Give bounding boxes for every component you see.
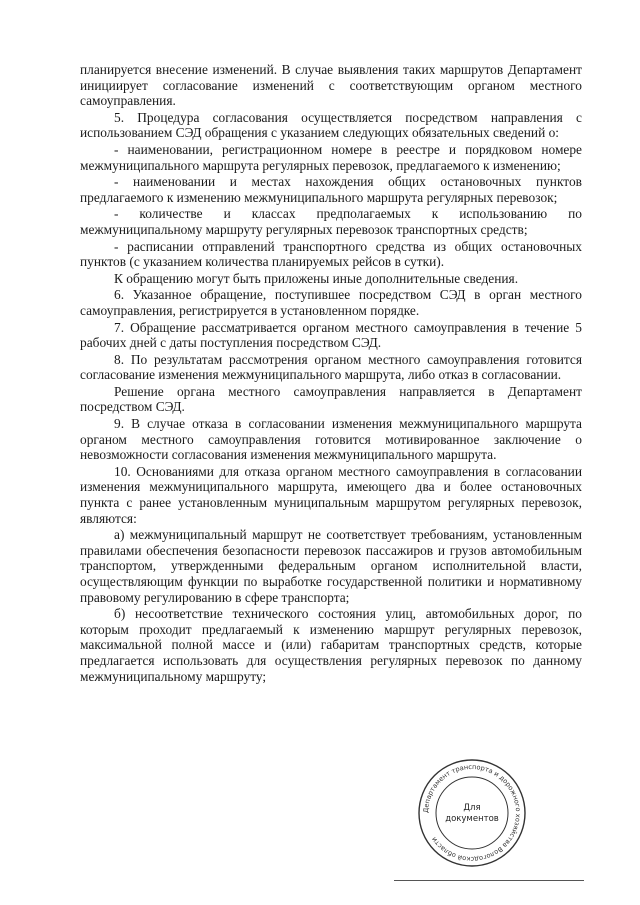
paragraph-decision: Решение органа местного самоуправления направляется в Департамент посредством СЭД.: [80, 383, 582, 415]
paragraph-10: 10. Основаниями для отказа органом местного самоуправления в согласовании изменения межмуниципального маршрута, имеющего два и более остановочных пункта с ранее установленным муниципальным маршрутом регулярных перевозок, являются:: [80, 463, 582, 526]
stamp-ring-text: Департамент транспорта и дорожного хозяйства Вологодской области: [421, 762, 523, 864]
list-item-b: б) несоответствие технического состояния улиц, автомобильных дорог, по которым проходит предлагаемый к изменению маршрут регулярных перевозок, максимальной полной массе и (или) габаритам транспортных средств, которые предлагается использовать для осуществления регулярных перевозок по данному межмуниципальному маршруту;: [80, 606, 582, 684]
paragraph-8: 8. По результатам рассмотрения органом местного самоуправления готовится согласование изменения межмуниципального маршрута, либо отказ в согласовании.: [80, 351, 582, 383]
paragraph-7: 7. Обращение рассматривается органом местного самоуправления в течение 5 рабочих дней с даты поступления посредством СЭД.: [80, 319, 582, 351]
page-bottom-rule: [394, 880, 584, 881]
stamp-center-line-2: документов: [445, 814, 499, 824]
paragraph-9: 9. В случае отказа в согласовании изменения межмуниципального маршрута органом местного самоуправления готовится мотивированное заключение о невозможности согласования изменения межмуниципального маршрута.: [80, 416, 582, 463]
list-item-a: а) межмуниципальный маршрут не соответствует требованиям, установленным правилами обеспечения безопасности перевозок пассажиров и грузов автомобильным транспортом, утвержденными федеральным органом исполнительной власти, осуществляющим функции по выработке государственной политики и нормативному правовому регулированию в сфере транспорта;: [80, 527, 582, 605]
stamp-center-line-1: Для: [463, 803, 481, 813]
list-item-name: - наименовании, регистрационном номере в реестре и порядковом номере межмуниципального маршрута регулярных перевозок, предлагаемого к изменению;: [80, 141, 582, 173]
document-body: [80, 62, 582, 685]
list-item-vehicles: - количестве и классах предполагаемых к использованию по межмуниципальному маршруту регулярных перевозок транспортных средств;: [80, 206, 582, 237]
list-item-schedule: - расписании отправлений транспортного средства из общих остановочных пунктов (с указанием количества планируемых рейсов в сутки).: [80, 238, 582, 270]
official-stamp: [416, 757, 528, 869]
stamp-seal-icon: [416, 757, 528, 869]
paragraph-6: 6. Указанное обращение, поступившее посредством СЭД в орган местного самоуправления, регистрируется в установленном порядке.: [80, 287, 582, 318]
paragraph-5: 5. Процедура согласования осуществляется посредством направления с использованием СЭД обращения с указанием следующих обязательных сведений о:: [80, 109, 582, 141]
paragraph-attachments: К обращению могут быть приложены иные дополнительные сведения.: [114, 270, 519, 286]
paragraph-continuation: планируется внесение изменений. В случае выявления таких маршрутов Департамент инициирует согласование изменений с соответствующим органом местного самоуправления.: [80, 62, 582, 109]
list-item-stops: - наименовании и местах нахождения общих остановочных пунктов предлагаемого к изменению межмуниципального маршрута регулярных перевозок;: [80, 174, 582, 205]
